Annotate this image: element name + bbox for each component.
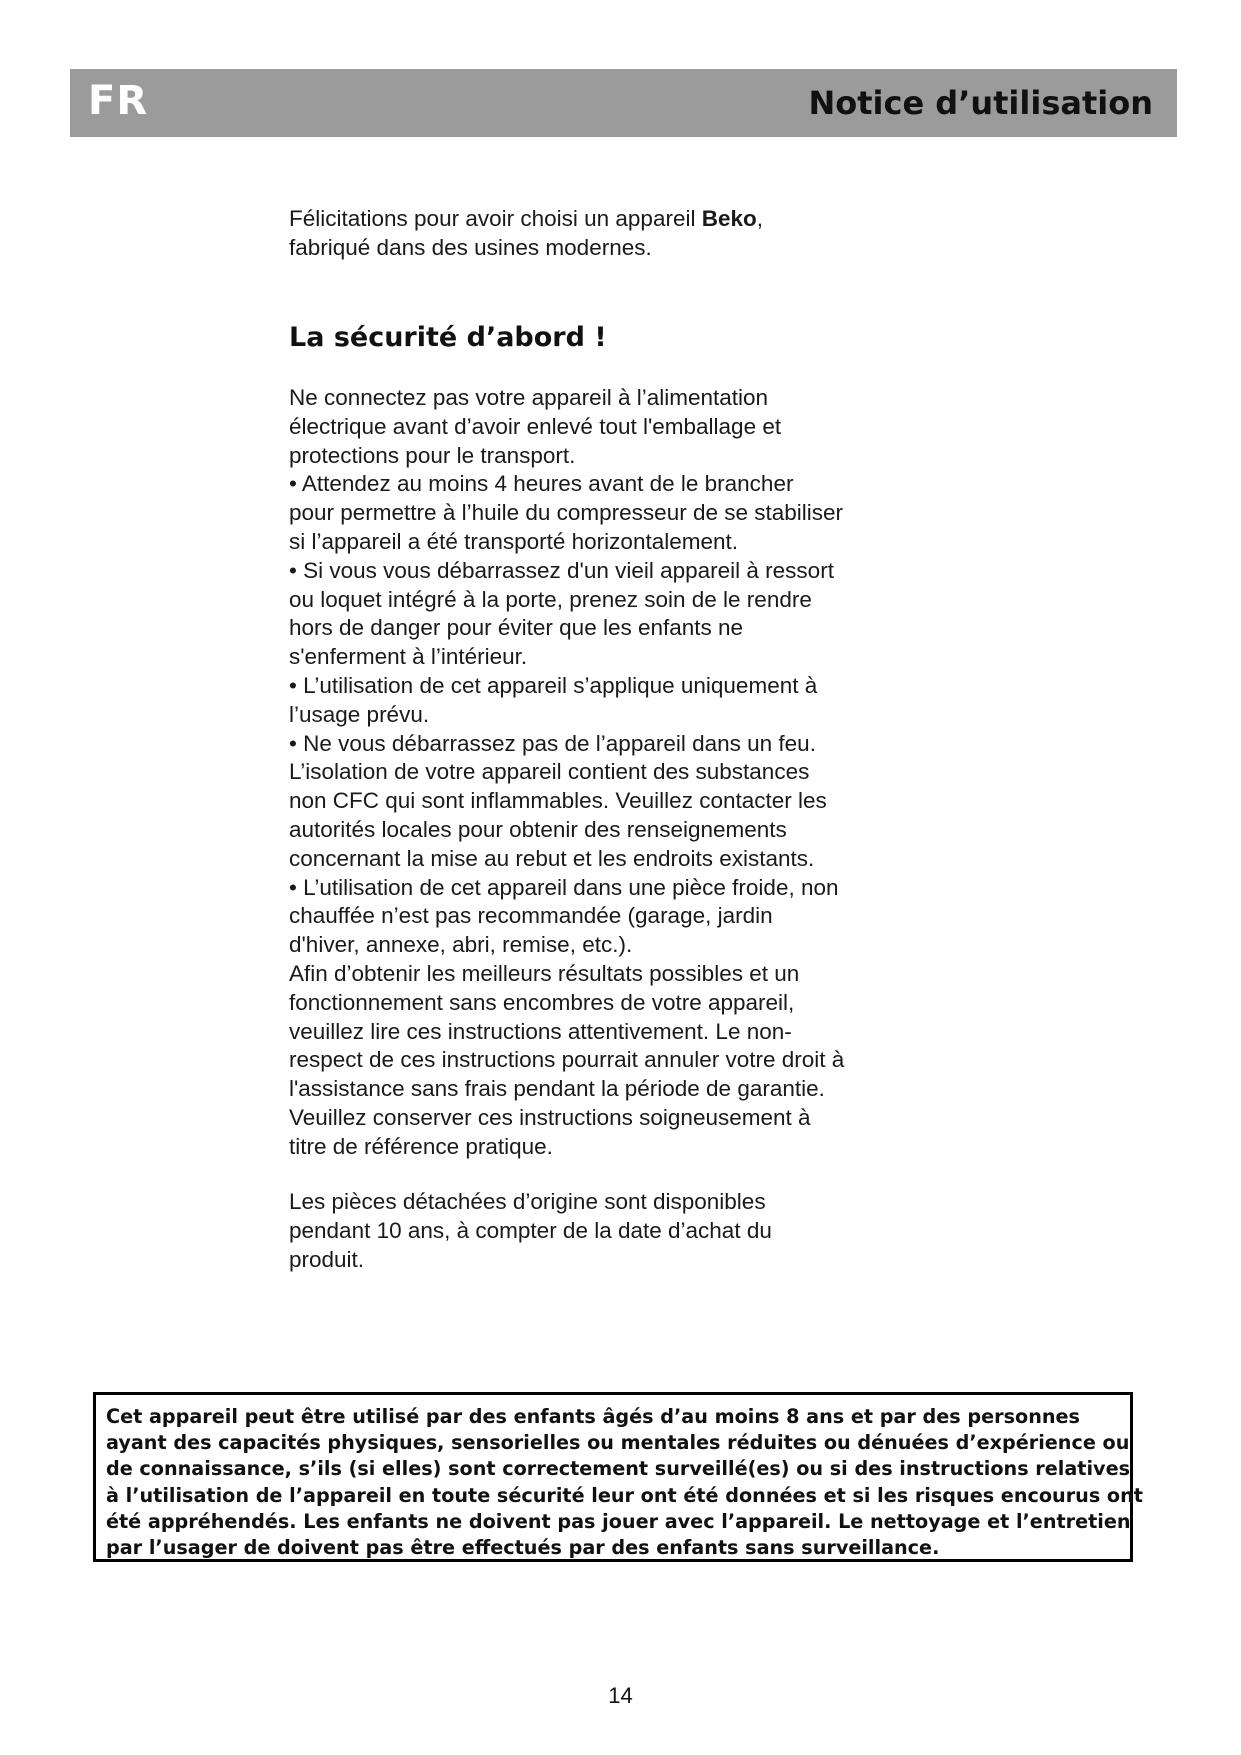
intro-line-2: fabriqué dans des usines modernes. — [289, 234, 652, 260]
safety-line: concernant la mise au rebut et les endroits existants. — [289, 845, 815, 871]
safety-line: chauffée n’est pas recommandée (garage, jardin — [289, 903, 773, 929]
safety-line: si l’appareil a été transporté horizontalement. — [289, 528, 739, 554]
intro-line-1 — [289, 205, 929, 234]
safety-line: • L’utilisation de cet appareil dans une pièce froide, non — [289, 874, 839, 900]
safety-heading: La sécurité d’abord ! — [289, 322, 607, 353]
safety-line: hors de danger pour éviter que les enfants ne — [289, 615, 744, 641]
safety-line: • L’utilisation de cet appareil s’applique uniquement à — [289, 672, 818, 698]
safety-line: titre de référence pratique. — [289, 1133, 553, 1159]
spares-line: produit. — [289, 1246, 365, 1272]
spares-line: pendant 10 ans, à compter de la date d’achat du — [289, 1217, 772, 1243]
page-number: 14 — [608, 1683, 633, 1708]
warning-line: été appréhendés. Les enfants ne doivent pas jouer avec l’appareil. Le nettoyage et l’entretien — [106, 1509, 1131, 1533]
language-code: FR — [88, 78, 149, 124]
safety-line: électrique avant d’avoir enlevé tout l'emballage et — [289, 413, 782, 439]
child-safety-warning-box — [93, 1392, 1143, 1562]
safety-line: • Attendez au moins 4 heures avant de le brancher — [289, 471, 794, 497]
safety-line: • Ne vous débarrassez pas de l’appareil dans un feu. — [289, 730, 816, 756]
safety-line: non CFC qui sont inflammables. Veuillez contacter les — [289, 788, 827, 814]
safety-line: Afin d’obtenir les meilleurs résultats possibles et un — [289, 960, 800, 986]
safety-line: veuillez lire ces instructions attentivement. Le non- — [289, 1018, 792, 1044]
safety-line: Ne connectez pas votre appareil à l’alimentation — [289, 385, 769, 410]
intro-text: Félicitations pour avoir choisi un appareil — [289, 206, 702, 231]
safety-line: Veuillez conserver ces instructions soigneusement à — [289, 1104, 811, 1130]
safety-line: d'hiver, annexe, abri, remise, etc.). — [289, 932, 633, 958]
warning-line: par l’usager de doivent pas être effectués par des enfants sans surveillance. — [106, 1536, 940, 1560]
safety-line: ou loquet intégré à la porte, prenez soin de le rendre — [289, 586, 812, 612]
safety-line: respect de ces instructions pourrait annuler votre droit à — [289, 1047, 845, 1073]
safety-line: pour permettre à l’huile du compresseur de se stabiliser — [289, 500, 844, 526]
warning-line: de connaissance, s’ils (si elles) sont correctement surveillé(es) ou si des instructions relatives — [106, 1457, 1131, 1481]
safety-line: • Si vous vous débarrassez d'un vieil appareil à ressort — [289, 557, 834, 583]
safety-text — [289, 384, 929, 1162]
safety-line: protections pour le transport. — [289, 442, 576, 468]
warning-line: à l’utilisation de l’appareil en toute sécurité leur ont été données et si les risques encourus ont — [106, 1483, 1143, 1507]
intro-paragraph — [289, 205, 929, 263]
safety-line: s'enferment à l’intérieur. — [289, 644, 528, 670]
intro-punct: , — [756, 206, 764, 231]
spare-parts-text — [289, 1188, 929, 1274]
safety-line: l'assistance sans frais pendant la période de garantie. — [289, 1076, 825, 1102]
safety-line: l’usage prévu. — [289, 701, 430, 727]
brand-name: Beko — [701, 206, 757, 231]
warning-line: ayant des capacités physiques, sensorielles ou mentales réduites ou dénuées d’expérience ou — [106, 1431, 1130, 1455]
safety-line: autorités locales pour obtenir des renseignements — [289, 816, 787, 842]
spares-line: Les pièces détachées d’origine sont disponibles — [289, 1189, 766, 1214]
document-title: Notice d’utilisation — [808, 84, 1153, 122]
warning-line: Cet appareil peut être utilisé par des enfants âgés d’au moins 8 ans et par des personnes — [106, 1405, 1080, 1428]
safety-line: fonctionnement sans encombres de votre appareil, — [289, 989, 795, 1015]
header-bar — [70, 69, 1177, 137]
safety-line: L’isolation de votre appareil contient des substances — [289, 759, 810, 785]
